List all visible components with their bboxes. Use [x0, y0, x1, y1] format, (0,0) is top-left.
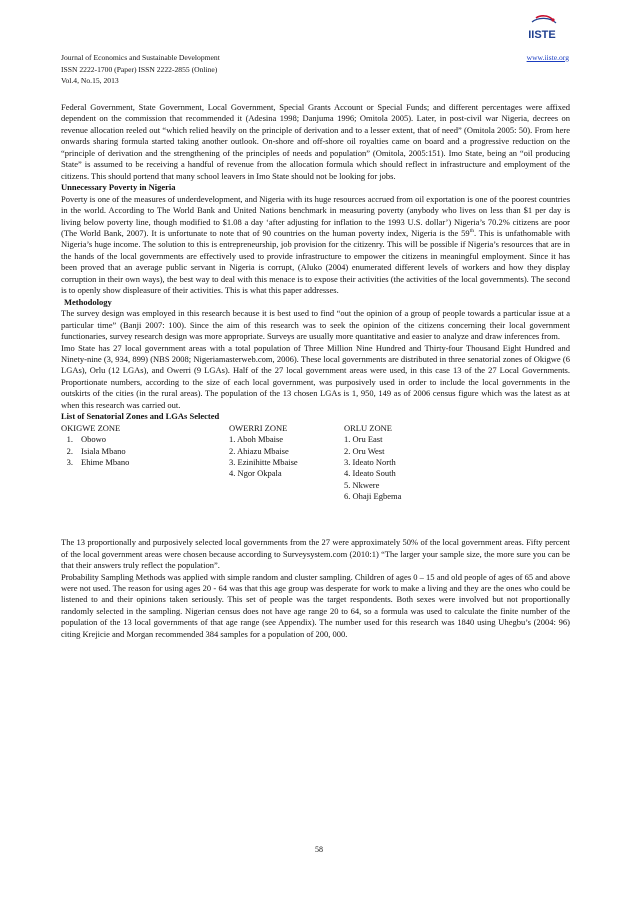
paragraph-revenue: Federal Government, State Government, Local Government, Special Grants Account or Special Funds; and different percentages were affixed dependent on the commission that recommended it (Adesina 1998; Danjuma 1996; Omitola 2005). Later, in post-civil war Nigeria, decrees on revenue allocation reeled out “which relied heavily on the principle of derivation and to a lesser extent, that of need” (Omitola 2005: 50). From here onwards sharing formula started taking another outlook. On-shore and off-shore oil royalties came on board and a progressive reduction on the “principle of derivation and the strengthening of the principles of needs and population” (Omitola, 2005:151). Imo State, being an “oil producing State” is assumed to be receiving a handful of revenue from the allocation formula which should reflect in infrastructure and employment of the citizens. This should portend that many school leavers in Imo State should not be looking for jobs. [61, 102, 570, 181]
paragraph-survey-design: The survey design was employed in this research because it is best used to find “out the opinion of a group of people towards a particular issue at a particular time” (Banji 2007: 100). Since the aim of this research was to seek the opinion of the citizens concerning their local government functionaries, survey research design was more appropriate. Surveys are usually more quantitative and easier to analyze and draw inferences from. [61, 308, 570, 342]
journal-title: Journal of Economics and Sustainable Development [61, 53, 220, 62]
list-item: 1. Aboh Mbaise [229, 434, 284, 445]
logo-text: IISTE [528, 29, 556, 41]
journal-volume: Vol.4, No.15, 2013 [61, 76, 119, 85]
paragraph-poverty: Poverty is one of the measures of underdevelopment, and Nigeria with its huge resources accrued from oil exportation is one of the poorest countries in the world. According to The World Bank and United Nations benchmark in measuring poverty (anybody who lives on less than $1 per day is living below poverty line, though modified to $1.08 a day ‘after adjusting for inflation to the 1993 U.S. dollar’) Nigeria’s 70.2% citizens are poor (The World Bank, 2007). It is unfortunate to note that of 90 countries on the human poverty index, Nigeria is the 59th. This is unfathomable with Nigeria’s huge income. The solution to this is entrepreneurship, job provision for the citizenry. This will be possible if Nigeria’s resources that are in the hands of the local governments are effectively used to provide infrastructure to empower the citizens in meaningful employment. Since it has been proved that an average public servant in Nigeria is corrupt, (Aluko (2004) enumerated different levels of workers and how they display corruption in their own ways), the best way to deal with this menace is to expose their activities (the activities of the local governments). The second is to openly show displeasure of their activities. This is what this paper addresses. [61, 193, 570, 296]
journal-header [61, 52, 581, 96]
orlu-zone-title: ORLU ZONE [344, 422, 392, 433]
orlu-zone-column [344, 423, 401, 503]
okigwe-zone-title: OKIGWE ZONE [61, 422, 121, 433]
list-item: 2. Oru West [344, 445, 385, 456]
paragraph-sample-selection: The 13 proportionally and purposively selected local governments from the 27 were approximately 50% of the local government areas. Fifty percent of the local government areas were chosen because according to Surveysystem.com (2010:1) “The larger your sample size, the more sure you can be that their answers truly reflect the population”. [61, 537, 570, 571]
list-item: 6. Ohaji Egbema [344, 491, 402, 502]
zones-table [61, 423, 570, 538]
okigwe-zone-column [61, 423, 129, 469]
list-item: 2. Isiala Mbano [66, 445, 126, 456]
heading-methodology: Methodology [64, 296, 112, 307]
list-item: 4. Ideato South [344, 468, 396, 479]
list-item: 5. Nkwere [344, 479, 380, 490]
paragraph-sampling-methods: Probability Sampling Methods was applied with simple random and cluster sampling. Children of ages 0 – 15 and old people of ages of 65 and above were not used. The reason for using ages 20 - 64 was that this age group was desperate for work to make a living and they are the ones who could be listened to and their opinions taken seriously. This set of people was the target respondents. Both sexes were involved but not proportionally randomly selected in the sampling. Nigerian census does not have age range 20 to 64, so a formula was used to calculate the finite number of the population of the 13 local governments of that age range (see Appendix). The number used for this research was 1840 using Uhegbu’s (2004: 96) citing Krejicie and Morgan recommended 384 samples for a population of 200, 000. [61, 571, 570, 639]
list-item: 3. Ehime Mbano [66, 457, 130, 467]
list-item: 3. Ezinihitte Mbaise [229, 457, 298, 467]
iiste-logo [522, 14, 562, 44]
list-item: 1. Oru East [344, 434, 383, 445]
owerri-zone-column [229, 423, 298, 480]
list-item: 1. Obowo [66, 434, 107, 445]
list-item: 2. Ahiazu Mbaise [229, 445, 289, 456]
page-number: 58 [315, 845, 323, 854]
journal-issn: ISSN 2222-1700 (Paper) ISSN 2222-2855 (Online) [61, 64, 218, 74]
list-item: 4. Ngor Okpala [229, 468, 282, 479]
article-body [61, 102, 570, 640]
paragraph-imo-state: Imo State has 27 local government areas with a total population of Three Million Nine Hundred and Thirty-four Thousand Eight Hundred and Ninety-nine (3, 934, 899) (NBS 2008; Nigeriamasterweb.com, 2006). These local governments are distributed in three senatorial zones of Okigwe (6 LGAs), Orlu (12 LGAs), and Owerri (9 LGAs). Half of the 27 local government areas were used, in this case 13 of the 27 Local Governments. Proportionate numbers, according to the size of each local government, was purposively used in order to include the local governments in the outskirts of the cities (in the rural areas). The population of the 13 chosen LGAs is 1, 950, 149 as of 2006 census figure which was the latest as at when this research was carried out. [61, 342, 570, 410]
heading-zones-list: List of Senatorial Zones and LGAs Selected [61, 411, 220, 422]
list-item: 3. Ideato North [344, 457, 396, 467]
heading-poverty: Unnecessary Poverty in Nigeria [61, 182, 176, 193]
owerri-zone-title: OWERRI ZONE [229, 422, 288, 433]
journal-url-link[interactable]: www.iiste.org [526, 53, 569, 62]
ordinal-suffix: th [469, 228, 474, 235]
